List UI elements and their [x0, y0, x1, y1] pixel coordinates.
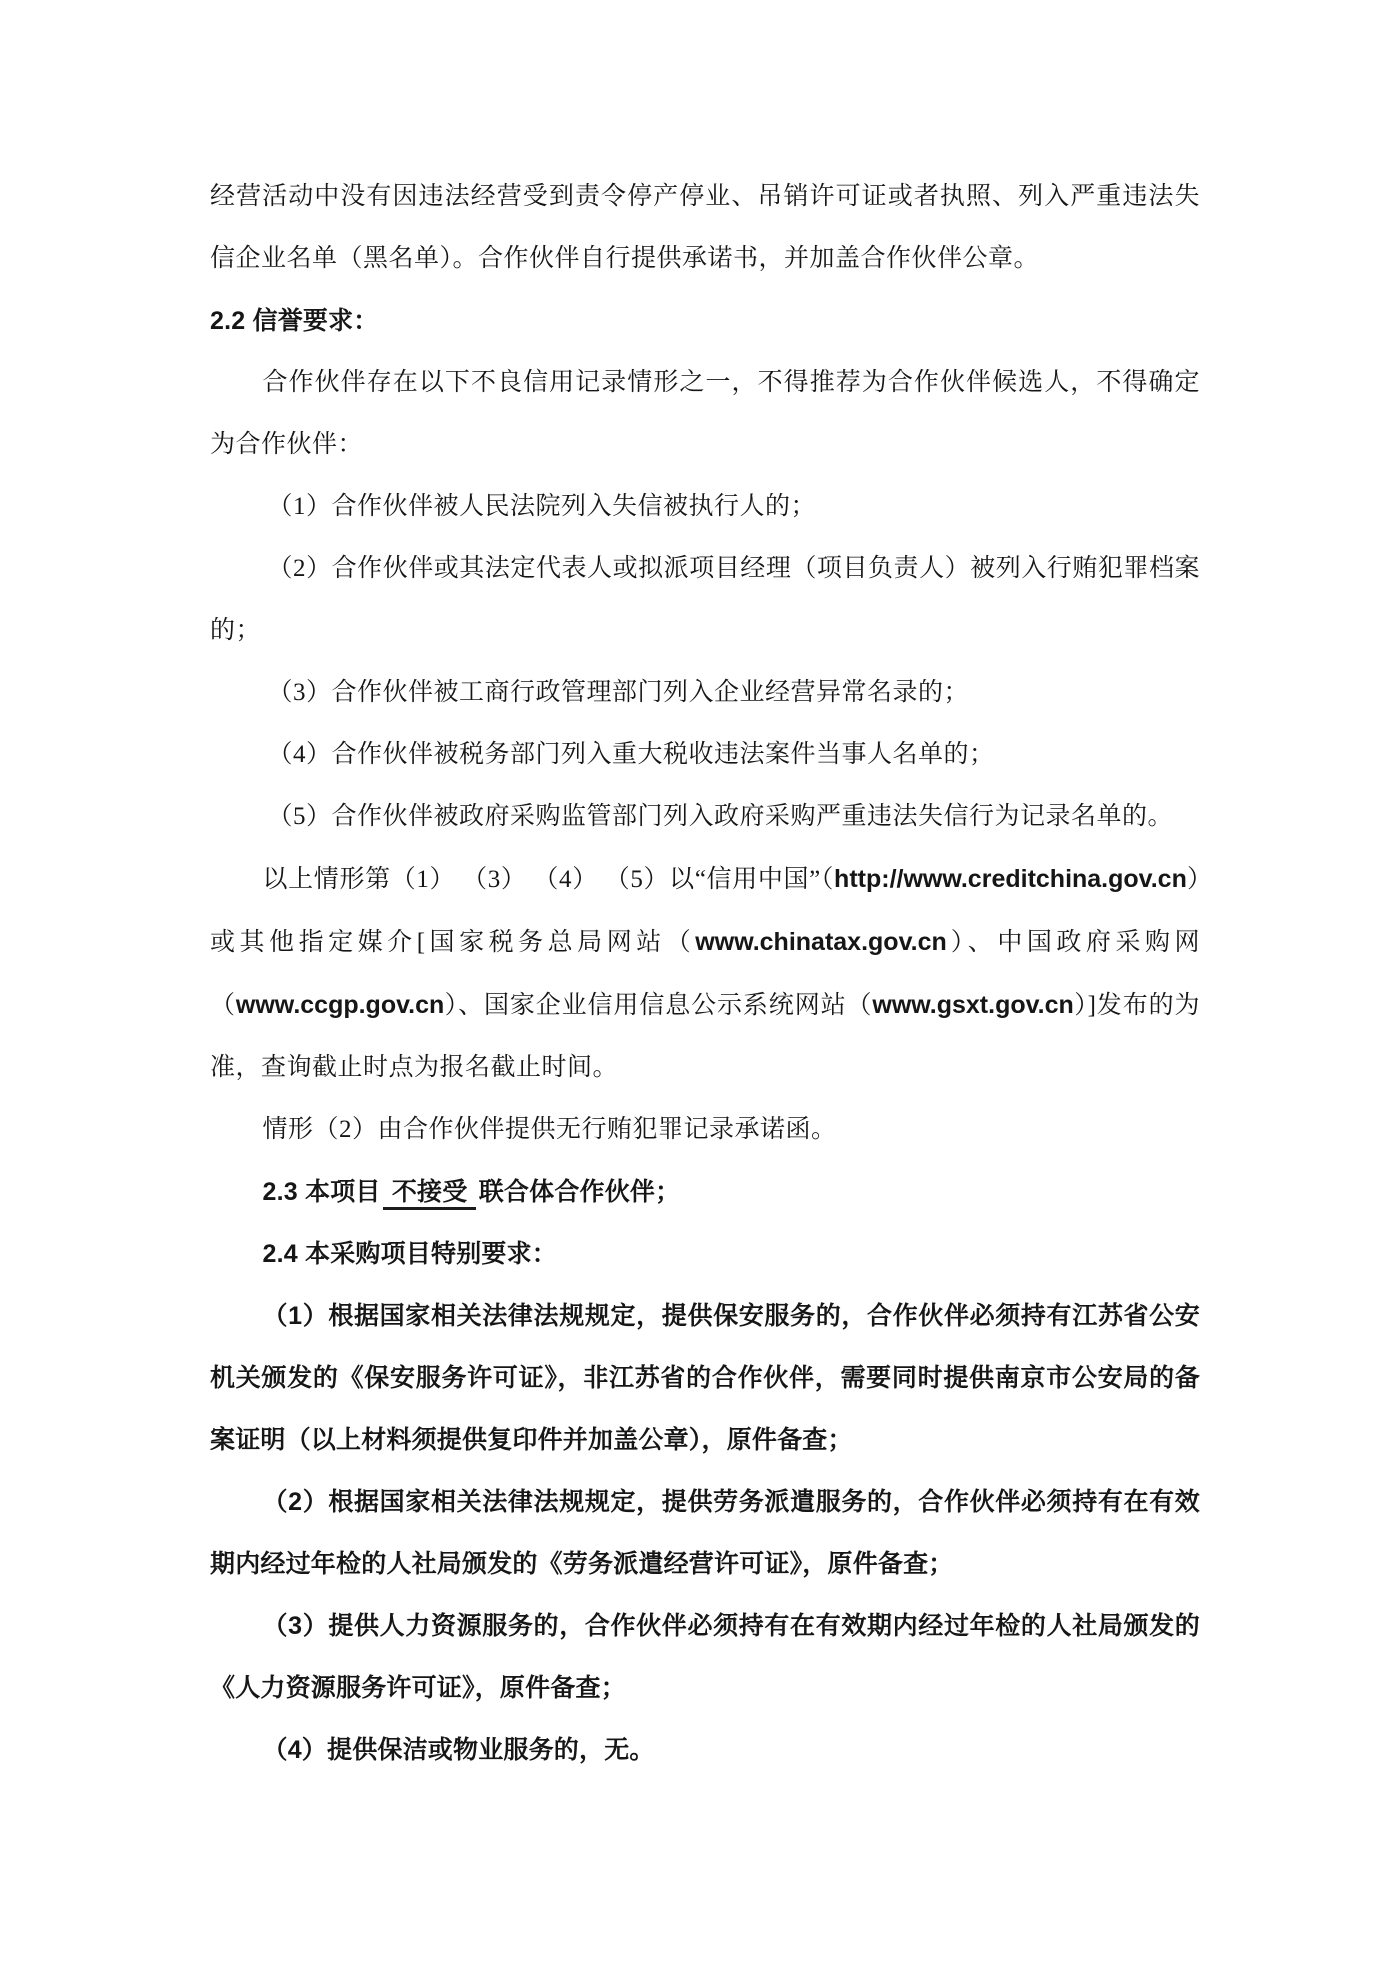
- gsxt-url: www.gsxt.gov.cn: [872, 991, 1074, 1019]
- paragraph-case-2-commitment: 情形（2）由合作伙伴提供无行贿犯罪记录承诺函。: [262, 1116, 837, 1143]
- paragraph-intro-continuation: 经营活动中没有因违法经营受到责令停产停业、吊销许可证或者执照、列入严重违法失信企业名单（黑名单）。合作伙伴自行提供承诺书，并加盖合作伙伴公章。: [210, 183, 1200, 272]
- media-text-segment: ）或其他指定媒介[国家税务总局网站（: [210, 866, 1200, 956]
- special-requirement-2: （2）根据国家相关法律法规规定，提供劳务派遣服务的，合作伙伴必须持有在有效期内经过年检的人社局颁发的《劳务派遣经营许可证》，原件备查；: [210, 1488, 1200, 1578]
- section-2-2-heading: 2.2 信誉要求：: [210, 307, 379, 335]
- special-requirement-3: （3）提供人力资源服务的，合作伙伴必须持有在有效期内经过年检的人社局颁发的《人力资源服务许可证》，原件备查；: [210, 1612, 1200, 1702]
- media-text-segment: ）、中国政府采购网（: [210, 929, 1200, 1019]
- section-2-3-line: [210, 1161, 1200, 1223]
- chinatax-url: www.chinatax.gov.cn: [695, 928, 947, 956]
- section-2-4-heading: 2.4 本采购项目特别要求：: [262, 1240, 558, 1268]
- special-requirement-4: （4）提供保洁或物业服务的，无。: [262, 1736, 655, 1764]
- section-2-3-suffix: 联合体合作伙伴；: [478, 1178, 681, 1206]
- credit-item-5: （5）合作伙伴被政府采购监管部门列入政府采购严重违法失信行为记录名单的。: [267, 803, 1174, 830]
- section-2-2-lead: 合作伙伴存在以下不良信用记录情形之一，不得推荐为合作伙伴候选人，不得确定为合作伙伴：: [210, 369, 1200, 458]
- ccgp-url: www.ccgp.gov.cn: [235, 991, 445, 1019]
- not-accepted-underlined-text: 不接受: [383, 1178, 476, 1210]
- paragraph-verification-media: [210, 848, 1200, 1099]
- media-text-segment: 以上情形第（1） （3） （4） （5）以“信用中国”（: [262, 866, 835, 893]
- media-text-segment: ）、国家企业信用信息公示系统网站（: [444, 992, 873, 1019]
- credit-item-4: （4）合作伙伴被税务部门列入重大税收违法案件当事人名单的；: [267, 741, 995, 768]
- section-2-3-prefix: 2.3 本项目: [262, 1178, 381, 1206]
- credit-item-2: （2）合作伙伴或其法定代表人或拟派项目经理（项目负责人）被列入行贿犯罪档案的；: [210, 555, 1200, 644]
- creditchina-url: http://www.creditchina.gov.cn: [834, 865, 1187, 893]
- credit-item-3: （3）合作伙伴被工商行政管理部门列入企业经营异常名录的；: [267, 679, 970, 706]
- media-text-segment: ）]发布的为准，查询截止时点为报名截止时间。: [210, 992, 1200, 1081]
- credit-item-1: （1）合作伙伴被人民法院列入失信被执行人的；: [267, 493, 817, 520]
- special-requirement-1: （1）根据国家相关法律法规规定，提供保安服务的，合作伙伴必须持有江苏省公安机关颁发的《保安服务许可证》，非江苏省的合作伙伴，需要同时提供南京市公安局的备案证明（以上材料须提供复印件并加盖公章），原件备查；: [210, 1302, 1200, 1454]
